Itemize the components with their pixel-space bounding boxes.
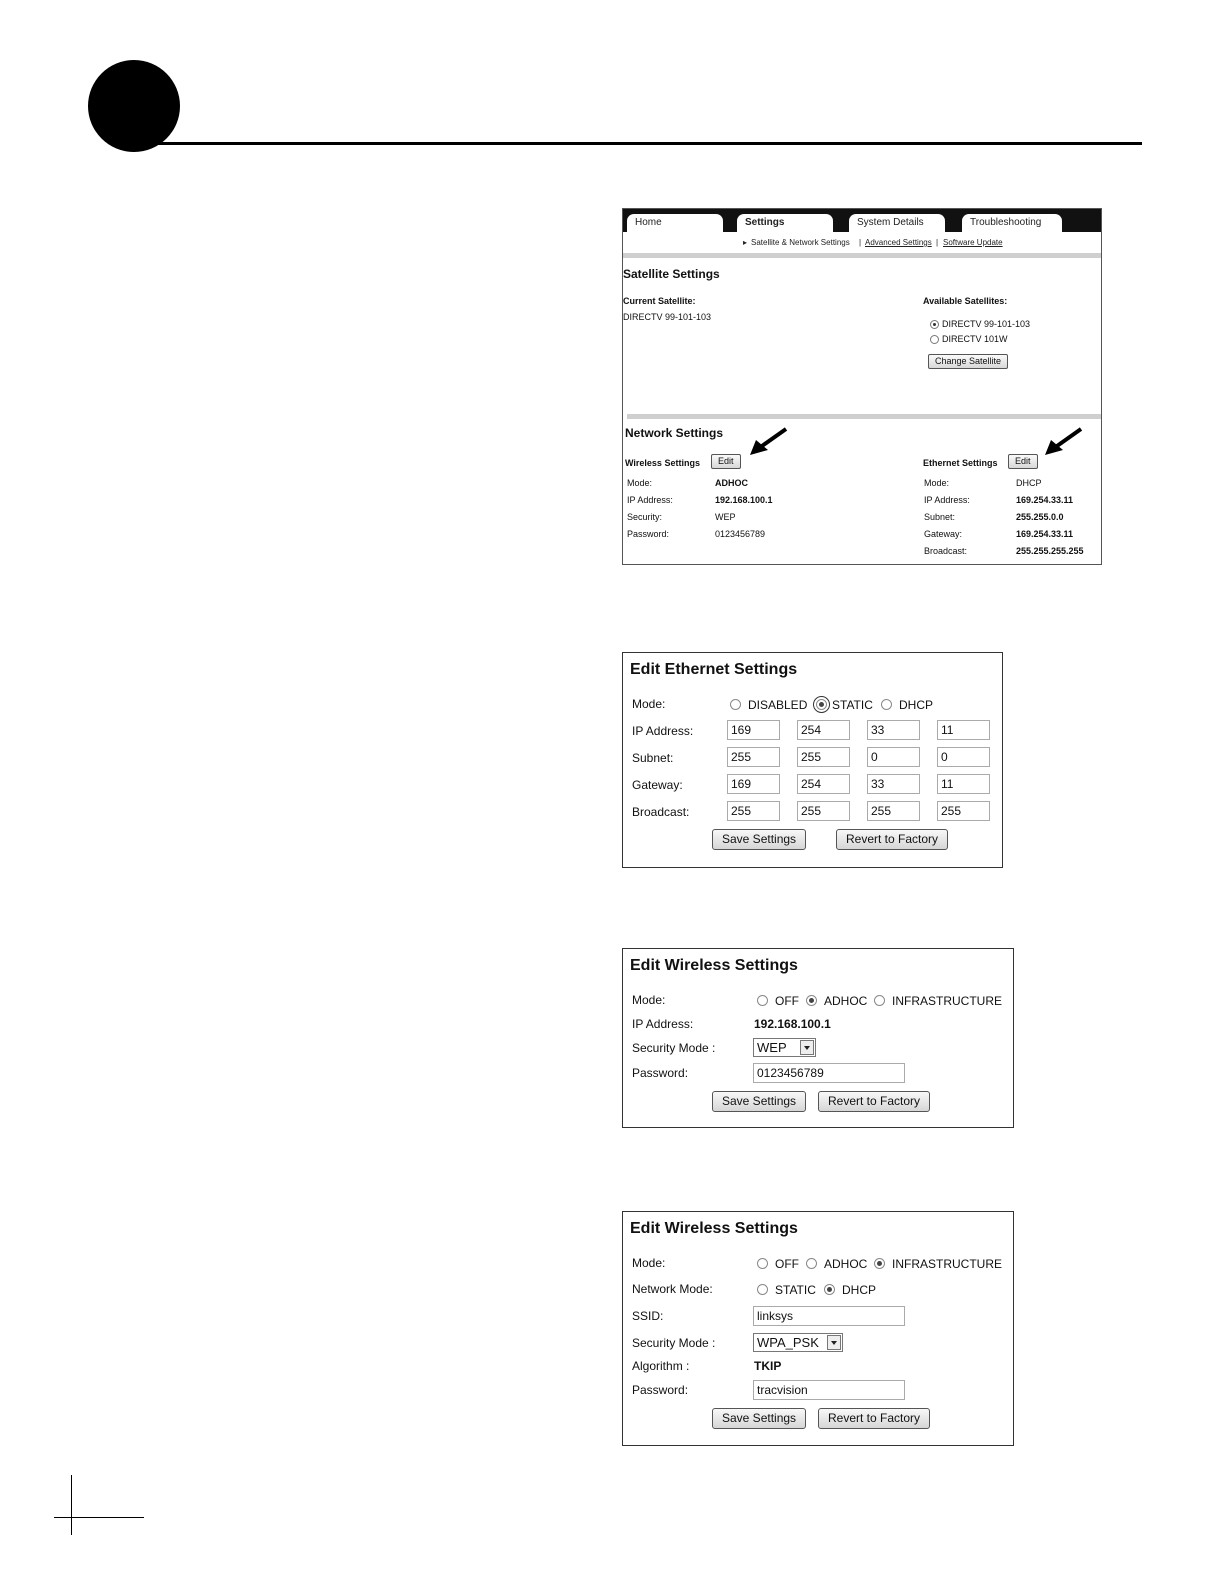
gateway-label: Gateway: [632, 778, 683, 792]
subnav-software-update[interactable]: Software Update [943, 238, 1003, 247]
subnet-octet-1-input[interactable]: 255 [727, 747, 780, 767]
ip-octet-4-input[interactable]: 11 [937, 720, 990, 740]
ethernet-subnet-value: 255.255.0.0 [1016, 512, 1064, 522]
ip-octet-2-input[interactable]: 254 [797, 720, 850, 740]
satellite-option-2-radio[interactable] [930, 335, 939, 344]
save-settings-button[interactable]: Save Settings [712, 1091, 806, 1112]
security-mode-label: Security Mode : [632, 1041, 716, 1055]
save-settings-button[interactable]: Save Settings [712, 1408, 806, 1429]
ethernet-settings-label: Ethernet Settings [923, 458, 998, 468]
password-label: Password: [632, 1066, 689, 1080]
satellite-settings-title: Satellite Settings [623, 267, 720, 281]
security-mode-select[interactable] [753, 1333, 843, 1352]
wireless-settings-label: Wireless Settings [625, 458, 700, 468]
change-satellite-button[interactable]: Change Satellite [928, 354, 1008, 369]
network-mode-static-label: STATIC [775, 1283, 816, 1297]
edit-wireless-dialog-adhoc [622, 948, 1014, 1128]
subnav-advanced-settings[interactable]: Advanced Settings [865, 238, 932, 247]
mode-adhoc-label: ADHOC [824, 1257, 868, 1271]
wireless-security-value: WEP [715, 512, 736, 522]
password-input[interactable]: 0123456789 [753, 1063, 905, 1083]
revert-to-factory-button[interactable]: Revert to Factory [836, 829, 948, 850]
security-mode-select[interactable] [753, 1038, 816, 1057]
password-input[interactable]: tracvision [753, 1380, 905, 1400]
current-satellite-value: DIRECTV 99-101-103 [623, 312, 712, 322]
ethernet-ip-label: IP Address: [924, 495, 970, 505]
satellite-option-1-radio[interactable] [930, 320, 939, 329]
mode-off-label: OFF [775, 1257, 799, 1271]
tab-bar [623, 209, 1101, 232]
crop-mark-horizontal [54, 1517, 144, 1518]
broadcast-octet-3-input[interactable]: 255 [867, 801, 920, 821]
dialog-title: Edit Ethernet Settings [630, 661, 798, 678]
mode-infrastructure-label: INFRASTRUCTURE [892, 994, 1002, 1008]
mode-label: Mode: [632, 993, 666, 1007]
satellite-option-1-label: DIRECTV 99-101-103 [942, 319, 1031, 329]
broadcast-octet-2-input[interactable]: 255 [797, 801, 850, 821]
ip-octet-3-input[interactable]: 33 [867, 720, 920, 740]
mode-label: Mode: [632, 1256, 666, 1270]
wireless-password-value: 0123456789 [715, 529, 766, 539]
mode-label: Mode: [632, 697, 666, 711]
security-mode-value: WPA_PSK [757, 1335, 819, 1350]
wireless-security-label: Security: [627, 512, 663, 522]
mode-off-radio[interactable] [757, 995, 768, 1006]
broadcast-octet-1-input[interactable]: 255 [727, 801, 780, 821]
mode-adhoc-radio[interactable] [806, 1258, 817, 1269]
mode-dhcp-radio[interactable] [881, 699, 892, 710]
ethernet-broadcast-value: 255.255.255.255 [1016, 546, 1084, 556]
section-divider [627, 414, 1101, 419]
dialog-title: Edit Wireless Settings [630, 1220, 798, 1237]
network-mode-dhcp-radio[interactable] [824, 1284, 835, 1295]
mode-disabled-radio[interactable] [730, 699, 741, 710]
security-mode-label: Security Mode : [632, 1336, 716, 1350]
tab-system-details[interactable]: System Details [849, 214, 945, 232]
settings-page-screenshot [622, 208, 1102, 565]
dialog-title: Edit Wireless Settings [630, 957, 798, 974]
ethernet-mode-label: Mode: [924, 478, 950, 488]
network-settings-title: Network Settings [625, 426, 724, 440]
subnet-octet-4-input[interactable]: 0 [937, 747, 990, 767]
wireless-edit-button[interactable]: Edit [711, 454, 741, 469]
gateway-octet-4-input[interactable]: 11 [937, 774, 990, 794]
gateway-octet-3-input[interactable]: 33 [867, 774, 920, 794]
broadcast-label: Broadcast: [632, 805, 690, 819]
mode-adhoc-radio[interactable] [806, 995, 817, 1006]
wireless-mode-label: Mode: [627, 478, 653, 488]
wireless-password-label: Password: [627, 529, 670, 539]
network-mode-static-radio[interactable] [757, 1284, 768, 1295]
subnav-satellite-network[interactable]: Satellite & Network Settings [751, 238, 850, 247]
tab-home[interactable]: Home [627, 214, 723, 232]
algorithm-value: TKIP [754, 1359, 782, 1373]
edit-ethernet-dialog [622, 652, 1003, 868]
mode-static-radio[interactable] [816, 699, 827, 710]
subnav-separator: | [936, 238, 939, 247]
mode-off-radio[interactable] [757, 1258, 768, 1269]
tab-troubleshooting[interactable]: Troubleshooting [962, 214, 1062, 232]
ssid-input[interactable]: linksys [753, 1306, 905, 1326]
chevron-down-icon [800, 1040, 814, 1055]
revert-to-factory-button[interactable]: Revert to Factory [818, 1408, 930, 1429]
chapter-marker [88, 60, 180, 152]
ip-address-label: IP Address: [632, 724, 694, 738]
tab-settings[interactable]: Settings [737, 214, 833, 233]
edit-wireless-dialog-infrastructure [622, 1211, 1014, 1446]
gateway-octet-2-input[interactable]: 254 [797, 774, 850, 794]
arrow-pointer-icon [748, 427, 788, 457]
arrow-pointer-icon [1043, 427, 1083, 457]
wireless-mode-value: ADHOC [715, 478, 748, 488]
ethernet-mode-value: DHCP [1016, 478, 1042, 488]
section-divider [623, 253, 1101, 258]
broadcast-octet-4-input[interactable]: 255 [937, 801, 990, 821]
gateway-octet-1-input[interactable]: 169 [727, 774, 780, 794]
ethernet-gateway-value: 169.254.33.11 [1016, 529, 1074, 539]
ip-octet-1-input[interactable]: 169 [727, 720, 780, 740]
ethernet-subnet-label: Subnet: [924, 512, 956, 522]
mode-adhoc-label: ADHOC [824, 994, 868, 1008]
mode-infrastructure-radio[interactable] [874, 995, 885, 1006]
ip-address-value: 192.168.100.1 [754, 1017, 831, 1031]
wireless-ip-value: 192.168.100.1 [715, 495, 773, 505]
subnet-octet-3-input[interactable]: 0 [867, 747, 920, 767]
sub-navigation [623, 233, 1101, 253]
save-settings-button[interactable]: Save Settings [712, 829, 806, 850]
mode-disabled-label: DISABLED [748, 698, 808, 712]
crop-mark-vertical [71, 1475, 72, 1535]
ethernet-broadcast-label: Broadcast: [924, 546, 968, 556]
network-mode-dhcp-label: DHCP [842, 1283, 877, 1297]
subnet-label: Subnet: [632, 751, 674, 765]
ssid-label: SSID: [632, 1309, 664, 1323]
ethernet-edit-button[interactable]: Edit [1008, 454, 1038, 469]
password-label: Password: [632, 1383, 689, 1397]
ethernet-ip-value: 169.254.33.11 [1016, 495, 1074, 505]
available-satellites-label: Available Satellites: [923, 296, 1008, 306]
ethernet-gateway-label: Gateway: [924, 529, 963, 539]
mode-dhcp-label: DHCP [899, 698, 934, 712]
chevron-down-icon [827, 1335, 841, 1350]
subnav-separator: | [859, 238, 862, 247]
security-mode-value: WEP [757, 1040, 787, 1055]
current-satellite-label: Current Satellite: [623, 296, 696, 306]
ip-address-label: IP Address: [632, 1017, 694, 1031]
network-mode-label: Network Mode: [632, 1282, 713, 1296]
subnet-octet-2-input[interactable]: 255 [797, 747, 850, 767]
mode-static-label: STATIC [832, 698, 873, 712]
revert-to-factory-button[interactable]: Revert to Factory [818, 1091, 930, 1112]
satellite-option-2-label: DIRECTV 101W [942, 334, 1008, 344]
mode-infrastructure-radio[interactable] [874, 1258, 885, 1269]
header-rule [130, 142, 1142, 145]
wireless-ip-label: IP Address: [627, 495, 673, 505]
mode-off-label: OFF [775, 994, 799, 1008]
mode-infrastructure-label: INFRASTRUCTURE [892, 1257, 1002, 1271]
algorithm-label: Algorithm : [632, 1359, 690, 1373]
subnav-current-arrow: ▸ [743, 238, 748, 247]
